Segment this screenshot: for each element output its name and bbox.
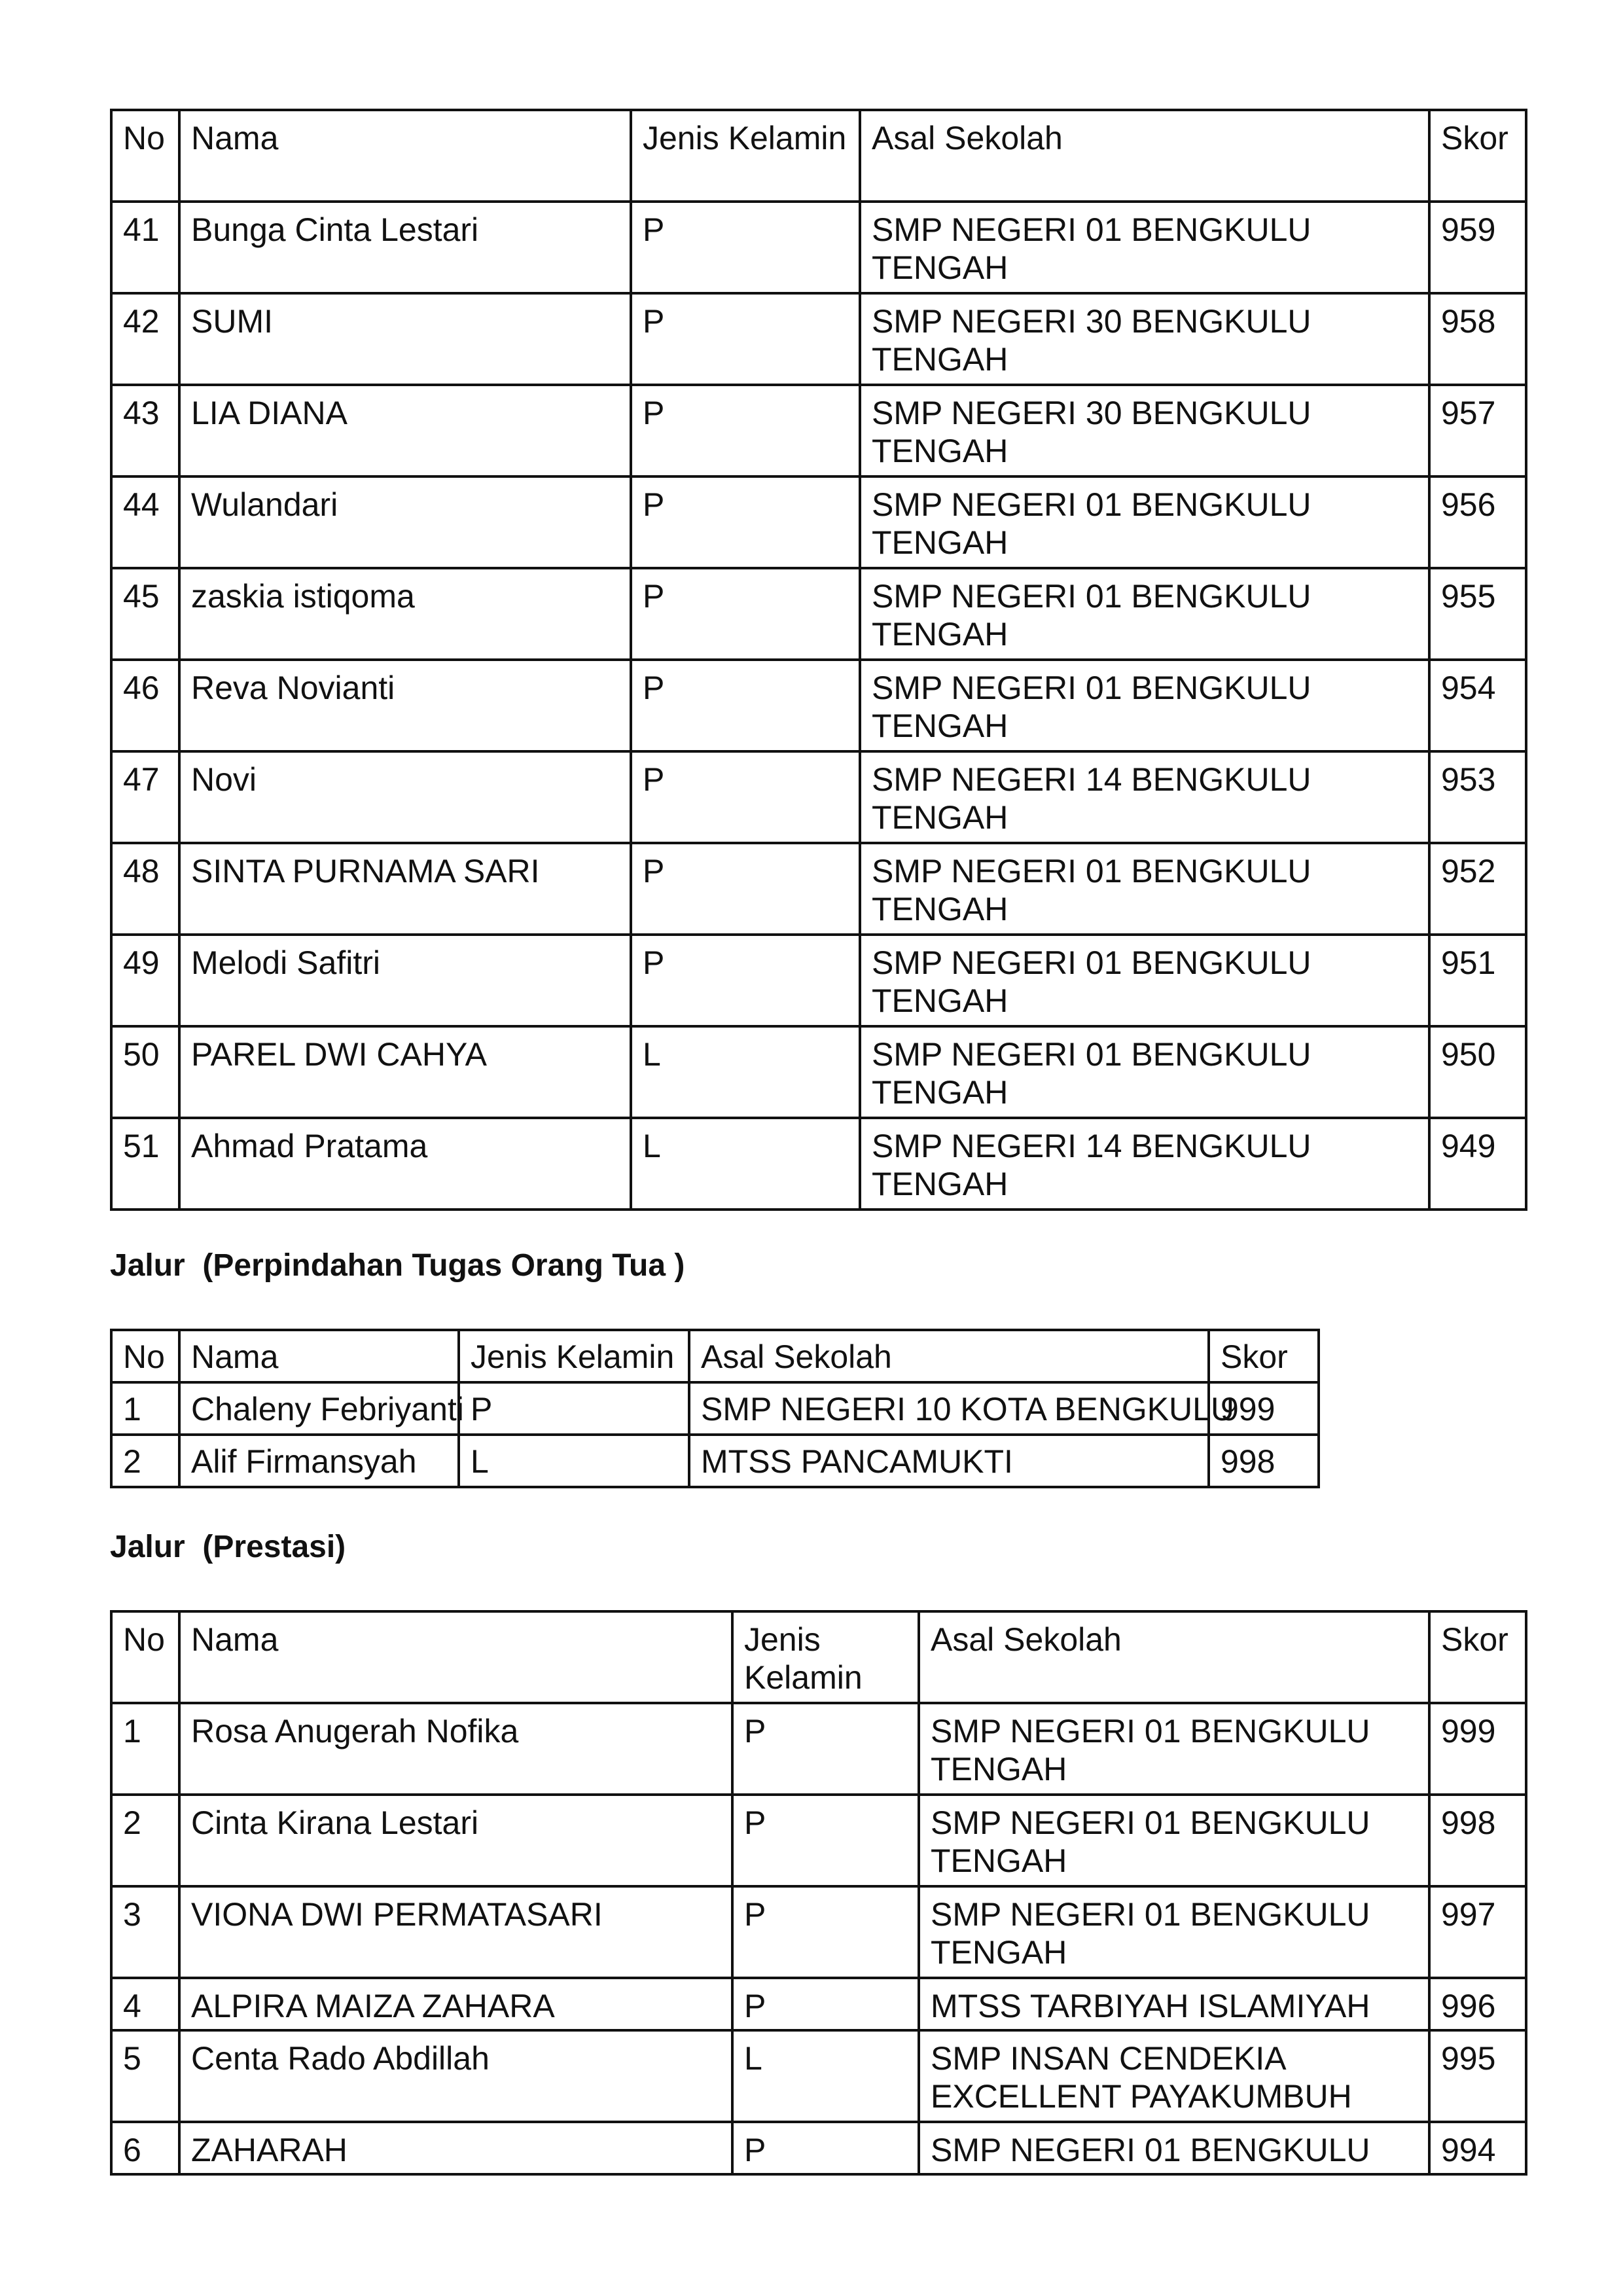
cell-no: 41	[111, 202, 179, 293]
cell-asal-sekolah: MTSS TARBIYAH ISLAMIYAH	[919, 1978, 1429, 2030]
ranking-table-prestasi	[110, 1610, 1527, 2176]
cell-asal-sekolah: SMP NEGERI 14 BENGKULU TENGAH	[860, 751, 1429, 843]
cell-skor: 953	[1429, 751, 1526, 843]
cell-no: 1	[111, 1703, 179, 1795]
header-jenis-kelamin: Jenis Kelamin	[732, 1611, 919, 1703]
cell-jenis-kelamin: P	[732, 1795, 919, 1886]
table-body	[111, 1382, 1319, 1487]
table-row	[111, 202, 1526, 293]
cell-jenis-kelamin: P	[631, 751, 860, 843]
cell-jenis-kelamin: P	[631, 385, 860, 476]
cell-skor: 999	[1209, 1382, 1319, 1435]
cell-nama: Wulandari	[179, 476, 631, 568]
cell-jenis-kelamin: L	[631, 1118, 860, 1210]
cell-nama: Ahmad Pratama	[179, 1118, 631, 1210]
cell-skor: 998	[1209, 1435, 1319, 1487]
cell-asal-sekolah: SMP NEGERI 10 KOTA BENGKULU	[689, 1382, 1209, 1435]
table-header-row	[111, 1330, 1319, 1382]
table-row	[111, 935, 1526, 1026]
cell-jenis-kelamin: P	[631, 568, 860, 660]
cell-no: 44	[111, 476, 179, 568]
cell-nama: Melodi Safitri	[179, 935, 631, 1026]
cell-nama: Rosa Anugerah Nofika	[179, 1703, 732, 1795]
cell-no: 46	[111, 660, 179, 751]
cell-jenis-kelamin: P	[631, 476, 860, 568]
cell-jenis-kelamin: P	[459, 1382, 689, 1435]
cell-asal-sekolah: SMP NEGERI 01 BENGKULU TENGAH	[860, 1026, 1429, 1118]
cell-skor: 994	[1429, 2122, 1526, 2174]
table-row	[111, 660, 1526, 751]
table-row	[111, 476, 1526, 568]
ranking-table-general	[110, 109, 1527, 1211]
cell-asal-sekolah: SMP NEGERI 30 BENGKULU TENGAH	[860, 293, 1429, 385]
cell-jenis-kelamin: P	[631, 660, 860, 751]
cell-asal-sekolah: SMP NEGERI 14 BENGKULU TENGAH	[860, 1118, 1429, 1210]
table-row	[111, 2122, 1526, 2174]
header-jenis-kelamin: Jenis Kelamin	[459, 1330, 689, 1382]
cell-nama: Novi	[179, 751, 631, 843]
cell-no: 6	[111, 2122, 179, 2174]
cell-no: 2	[111, 1435, 179, 1487]
cell-skor: 995	[1429, 2030, 1526, 2122]
cell-jenis-kelamin: P	[631, 843, 860, 935]
header-nama: Nama	[179, 1611, 732, 1703]
cell-jenis-kelamin: L	[631, 1026, 860, 1118]
cell-no: 43	[111, 385, 179, 476]
cell-jenis-kelamin: P	[732, 1886, 919, 1978]
cell-skor: 957	[1429, 385, 1526, 476]
cell-no: 51	[111, 1118, 179, 1210]
table-row	[111, 568, 1526, 660]
cell-nama: Alif Firmansyah	[179, 1435, 459, 1487]
table-row	[111, 1703, 1526, 1795]
cell-no: 49	[111, 935, 179, 1026]
section-heading-perpindahan: Jalur (Perpindahan Tugas Orang Tua )	[110, 1248, 685, 1283]
cell-skor: 997	[1429, 1886, 1526, 1978]
cell-nama: ALPIRA MAIZA ZAHARA	[179, 1978, 732, 2030]
cell-asal-sekolah: SMP NEGERI 01 BENGKULU TENGAH	[860, 935, 1429, 1026]
cell-jenis-kelamin: P	[732, 1703, 919, 1795]
table-row	[111, 1795, 1526, 1886]
header-asal-sekolah: Asal Sekolah	[689, 1330, 1209, 1382]
cell-asal-sekolah: SMP NEGERI 01 BENGKULU TENGAH	[860, 202, 1429, 293]
cell-jenis-kelamin: P	[631, 202, 860, 293]
cell-skor: 956	[1429, 476, 1526, 568]
table-row	[111, 1978, 1526, 2030]
cell-asal-sekolah: SMP NEGERI 01 BENGKULU TENGAH	[919, 1795, 1429, 1886]
cell-nama: LIA DIANA	[179, 385, 631, 476]
table-row	[111, 1435, 1319, 1487]
cell-skor: 998	[1429, 1795, 1526, 1886]
cell-nama: SUMI	[179, 293, 631, 385]
cell-nama: Centa Rado Abdillah	[179, 2030, 732, 2122]
table-row	[111, 843, 1526, 935]
cell-jenis-kelamin: L	[732, 2030, 919, 2122]
cell-skor: 959	[1429, 202, 1526, 293]
cell-no: 42	[111, 293, 179, 385]
section-heading-prestasi: Jalur (Prestasi)	[110, 1530, 346, 1564]
header-no: No	[111, 110, 179, 202]
cell-asal-sekolah: SMP NEGERI 01 BENGKULU TENGAH	[860, 843, 1429, 935]
cell-no: 4	[111, 1978, 179, 2030]
cell-asal-sekolah: SMP NEGERI 01 BENGKULU TENGAH	[860, 476, 1429, 568]
table-row	[111, 1118, 1526, 1210]
cell-nama: PAREL DWI CAHYA	[179, 1026, 631, 1118]
header-asal-sekolah: Asal Sekolah	[860, 110, 1429, 202]
cell-skor: 996	[1429, 1978, 1526, 2030]
header-skor: Skor	[1429, 110, 1526, 202]
table-row	[111, 1026, 1526, 1118]
header-no: No	[111, 1611, 179, 1703]
cell-no: 45	[111, 568, 179, 660]
cell-jenis-kelamin: P	[631, 293, 860, 385]
table-row	[111, 751, 1526, 843]
cell-asal-sekolah: SMP NEGERI 01 BENGKULU TENGAH	[860, 568, 1429, 660]
cell-skor: 955	[1429, 568, 1526, 660]
cell-asal-sekolah: SMP INSAN CENDEKIA EXCELLENT PAYAKUMBUH	[919, 2030, 1429, 2122]
cell-nama: SINTA PURNAMA SARI	[179, 843, 631, 935]
table-row	[111, 293, 1526, 385]
header-no: No	[111, 1330, 179, 1382]
cell-asal-sekolah: SMP NEGERI 30 BENGKULU TENGAH	[860, 385, 1429, 476]
table-row	[111, 1382, 1319, 1435]
cell-jenis-kelamin: P	[732, 2122, 919, 2174]
cell-no: 5	[111, 2030, 179, 2122]
cell-no: 48	[111, 843, 179, 935]
cell-no: 2	[111, 1795, 179, 1886]
table-body	[111, 1703, 1526, 2174]
table-header-row	[111, 1611, 1526, 1703]
header-nama: Nama	[179, 110, 631, 202]
header-skor: Skor	[1429, 1611, 1526, 1703]
cell-nama: Cinta Kirana Lestari	[179, 1795, 732, 1886]
cell-skor: 950	[1429, 1026, 1526, 1118]
cell-nama: ZAHARAH	[179, 2122, 732, 2174]
cell-asal-sekolah: SMP NEGERI 01 BENGKULU TENGAH	[919, 1703, 1429, 1795]
cell-skor: 999	[1429, 1703, 1526, 1795]
cell-jenis-kelamin: P	[732, 1978, 919, 2030]
header-skor: Skor	[1209, 1330, 1319, 1382]
cell-nama: Bunga Cinta Lestari	[179, 202, 631, 293]
cell-nama: VIONA DWI PERMATASARI	[179, 1886, 732, 1978]
cell-no: 3	[111, 1886, 179, 1978]
cell-skor: 952	[1429, 843, 1526, 935]
cell-nama: Chaleny Febriyanti	[179, 1382, 459, 1435]
cell-jenis-kelamin: P	[631, 935, 860, 1026]
cell-asal-sekolah: SMP NEGERI 01 BENGKULU	[919, 2122, 1429, 2174]
cell-asal-sekolah: MTSS PANCAMUKTI	[689, 1435, 1209, 1487]
header-asal-sekolah: Asal Sekolah	[919, 1611, 1429, 1703]
table-row	[111, 385, 1526, 476]
cell-no: 1	[111, 1382, 179, 1435]
cell-asal-sekolah: SMP NEGERI 01 BENGKULU TENGAH	[919, 1886, 1429, 1978]
cell-no: 50	[111, 1026, 179, 1118]
ranking-table-perpindahan	[110, 1329, 1320, 1488]
cell-skor: 951	[1429, 935, 1526, 1026]
cell-no: 47	[111, 751, 179, 843]
table-row	[111, 1886, 1526, 1978]
table-row	[111, 2030, 1526, 2122]
header-jenis-kelamin: Jenis Kelamin	[631, 110, 860, 202]
cell-asal-sekolah: SMP NEGERI 01 BENGKULU TENGAH	[860, 660, 1429, 751]
cell-nama: zaskia istiqoma	[179, 568, 631, 660]
cell-nama: Reva Novianti	[179, 660, 631, 751]
cell-skor: 954	[1429, 660, 1526, 751]
table-header-row	[111, 110, 1526, 202]
cell-jenis-kelamin: L	[459, 1435, 689, 1487]
cell-skor: 949	[1429, 1118, 1526, 1210]
cell-skor: 958	[1429, 293, 1526, 385]
header-nama: Nama	[179, 1330, 459, 1382]
table-body	[111, 202, 1526, 1210]
